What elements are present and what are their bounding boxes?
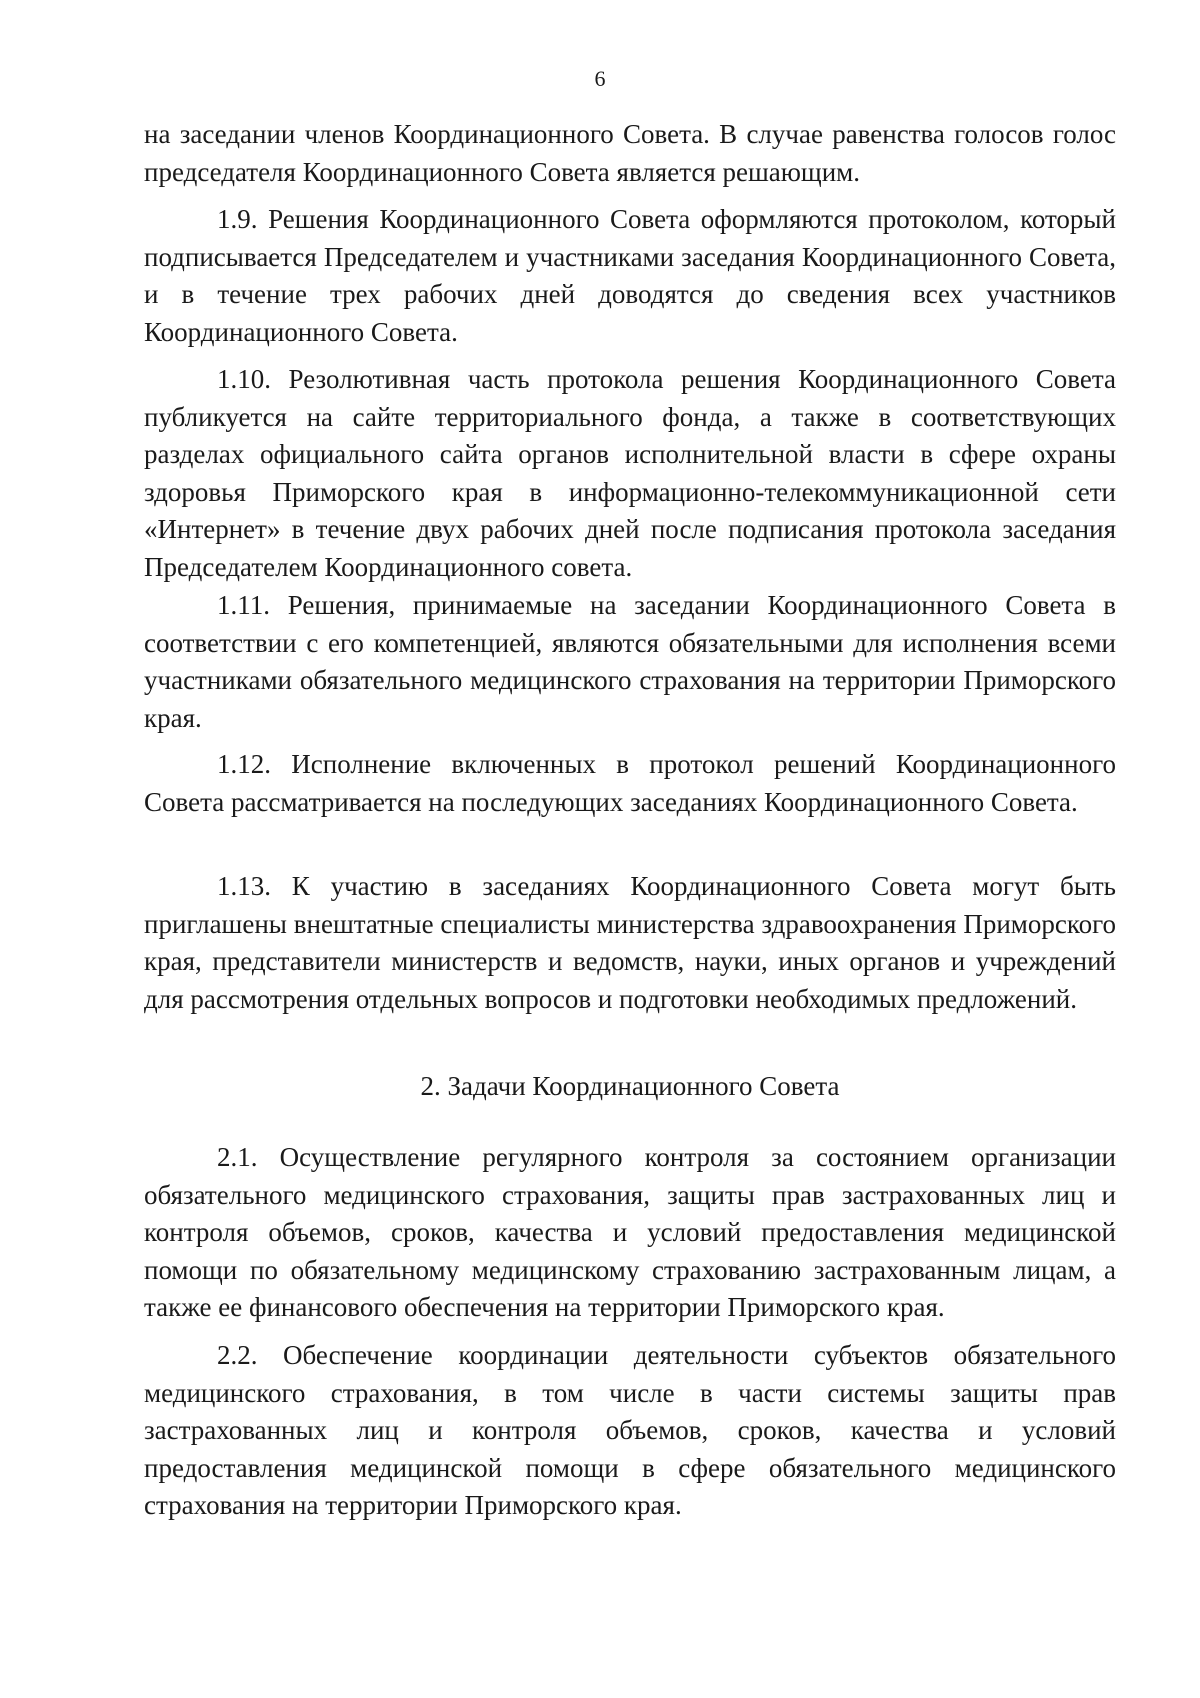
paragraph-text: 2.1. Осуществление регулярного контроля за состоянием организации обязательного медицинского страхования, защиты прав застрахованных лиц и контроля объемов, сроков, качества и условий предоставления медицинской помощи по обязательному медицинскому страхованию застрахованным лицам, а также ее финансового обеспечения на территории Приморского края.: [144, 1142, 1116, 1322]
page-number: 6: [594, 66, 606, 91]
paragraph-1-9: [144, 201, 1116, 351]
section-heading: 2. Задачи Координационного Совета: [420, 1071, 840, 1101]
paragraph-text: 1.13. К участию в заседаниях Координационного Совета могут быть приглашены внештатные специалисты министерства здравоохранения Приморского края, представители министерств и ведомств, науки, иных органов и учреждений для рассмотрения отдельных вопросов и подготовки необходимых предложений.: [144, 871, 1116, 1014]
paragraph-continuation: [144, 116, 1116, 191]
paragraph-text: 1.9. Решения Координационного Совета оформляются протоколом, который подписывается Председателем и участниками заседания Координационного Совета, и в течение трех рабочих дней доводятся до сведения всех участников Координационного Совета.: [144, 204, 1116, 347]
paragraph-1-13: [144, 868, 1116, 1018]
paragraph-text: 1.10. Резолютивная часть протокола решения Координационного Совета публикуется на сайте территориального фонда, а также в соответствующих разделах официального сайта органов исполнительной власти в сфере охраны здоровья Приморского края в информационно-телекоммуникационной сети «Интернет» в течение двух рабочих дней после подписания протокола заседания Председателем Координационного совета.: [144, 364, 1116, 582]
paragraph-text: 1.12. Исполнение включенных в протокол решений Координационного Совета рассматривается на последующих заседаниях Координационного Совета.: [144, 749, 1116, 817]
paragraph-text: 2.2. Обеспечение координации деятельности субъектов обязательного медицинского страхования, в том числе в части системы защиты прав застрахованных лиц и контроля объемов, сроков, качества и условий предоставления медицинской помощи в сфере обязательного медицинского страхования на территории Приморского края.: [144, 1340, 1116, 1520]
paragraph-text: на заседании членов Координационного Совета. В случае равенства голосов голос председателя Координационного Совета является решающим.: [144, 119, 1116, 187]
paragraph-2-1: [144, 1139, 1116, 1327]
paragraph-text: 1.11. Решения, принимаемые на заседании Координационного Совета в соответствии с его компетенцией, являются обязательными для исполнения всеми участниками обязательного медицинского страхования на территории Приморского края.: [144, 590, 1116, 733]
paragraph-1-12: [144, 746, 1116, 821]
paragraph-1-11: [144, 587, 1116, 737]
paragraph-2-2: [144, 1337, 1116, 1525]
paragraph-1-10: [144, 361, 1116, 586]
